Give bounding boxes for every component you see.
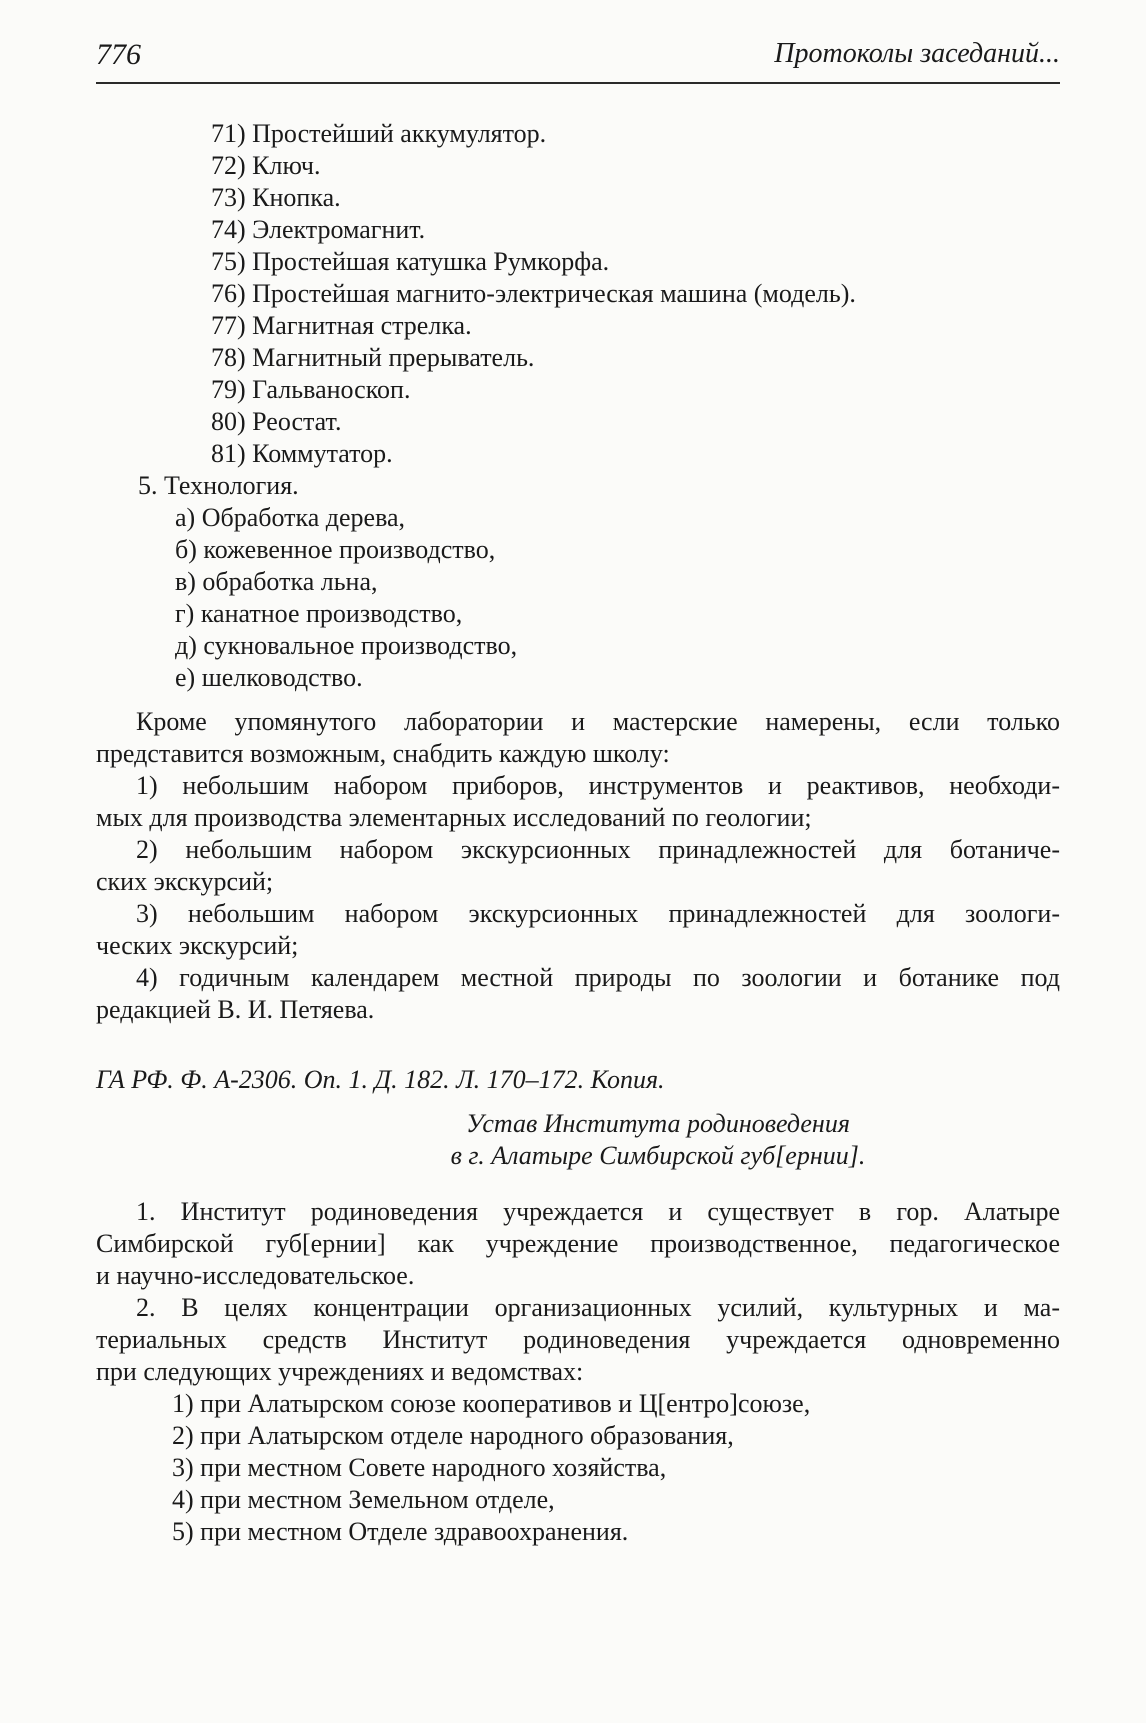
list-item: 1) при Алатырском союзе кооперативов и Ц[ентро]союзе, [172,1389,811,1418]
clause-2 [96,1292,1060,1548]
list-item: д) сукновальное производство, [175,631,518,660]
list-item: е) шелководство. [175,663,363,692]
page-header [96,38,1060,82]
list-item: 1) небольшим набором приборов, инструментов и реактивов, необходи- [136,771,1060,800]
supplies-paragraph [96,706,1060,1026]
list-item: 73) Кнопка. [211,183,341,212]
list-item: 71) Простейший аккумулятор. [211,119,547,148]
paragraph-line: и научно-исследовательское. [96,1261,415,1290]
list-item: 72) Ключ. [211,151,321,180]
list-item-continuation: мых для производства элементарных исследований по геологии; [96,803,812,832]
running-title: Протоколы заседаний... [774,38,1060,69]
list-item: 79) Гальваноскоп. [211,375,411,404]
section-heading: 5. Технология. [138,471,299,500]
paragraph-line: представится возможным, снабдить каждую школу: [96,739,670,768]
paragraph-line: 2. В целях концентрации организационных усилий, культурных и ма- [136,1293,1060,1322]
archive-source: ГА РФ. Ф. А-2306. Оп. 1. Д. 182. Л. 170–172. Копия. [96,1065,665,1094]
list-item-continuation: ческих экскурсий; [96,931,299,960]
list-item: 76) Простейшая магнито-электрическая машина (модель). [211,279,856,308]
list-item: 77) Магнитная стрелка. [211,311,472,340]
list-item: г) канатное производство, [175,599,463,628]
list-item: 81) Коммутатор. [211,439,393,468]
header-divider [96,82,1060,84]
equipment-list [96,118,1060,470]
list-item-continuation: ских экскурсий; [96,867,274,896]
document-subtitle: в г. Алатыре Симбирской губ[ернии]. [450,1141,866,1170]
list-item: 3) небольшим набором экскурсионных принадлежностей для зоологи- [136,899,1060,928]
list-item-continuation: редакцией В. И. Петяева. [96,995,375,1024]
paragraph-line: Кроме упомянутого лаборатории и мастерские намерены, если только [136,707,1060,736]
list-item: 78) Магнитный прерыватель. [211,343,535,372]
list-item: 3) при местном Совете народного хозяйства, [172,1453,667,1482]
clause-1 [96,1196,1060,1292]
page-number: 776 [96,38,141,71]
paragraph-line: при следующих учреждениях и ведомствах: [96,1357,584,1386]
list-item: 74) Электромагнит. [211,215,426,244]
list-item: 80) Реостат. [211,407,342,436]
list-item: 4) годичным календарем местной природы по зоологии и ботанике под [136,963,1060,992]
paragraph-line: териальных средств Институт родиноведения учреждается одновременно [96,1325,1060,1354]
list-item: 4) при местном Земельном отделе, [172,1485,555,1514]
document-title: Устав Института родиноведения [466,1109,850,1138]
list-item: а) Обработка дерева, [175,503,406,532]
list-item: 75) Простейшая катушка Румкорфа. [211,247,610,276]
technology-section [96,470,1060,694]
list-item: б) кожевенное производство, [175,535,496,564]
list-item: 2) при Алатырском отделе народного образования, [172,1421,734,1450]
list-item: 5) при местном Отделе здравоохранения. [172,1517,629,1546]
paragraph-line: 1. Институт родиноведения учреждается и существует в гор. Алатыре [136,1197,1060,1226]
paragraph-line: Симбирской губ[ернии] как учреждение производственное, педагогическое [96,1229,1060,1258]
page-body [96,118,1060,1548]
list-item: в) обработка льна, [175,567,378,596]
list-item: 2) небольшим набором экскурсионных принадлежностей для ботаниче- [136,835,1060,864]
